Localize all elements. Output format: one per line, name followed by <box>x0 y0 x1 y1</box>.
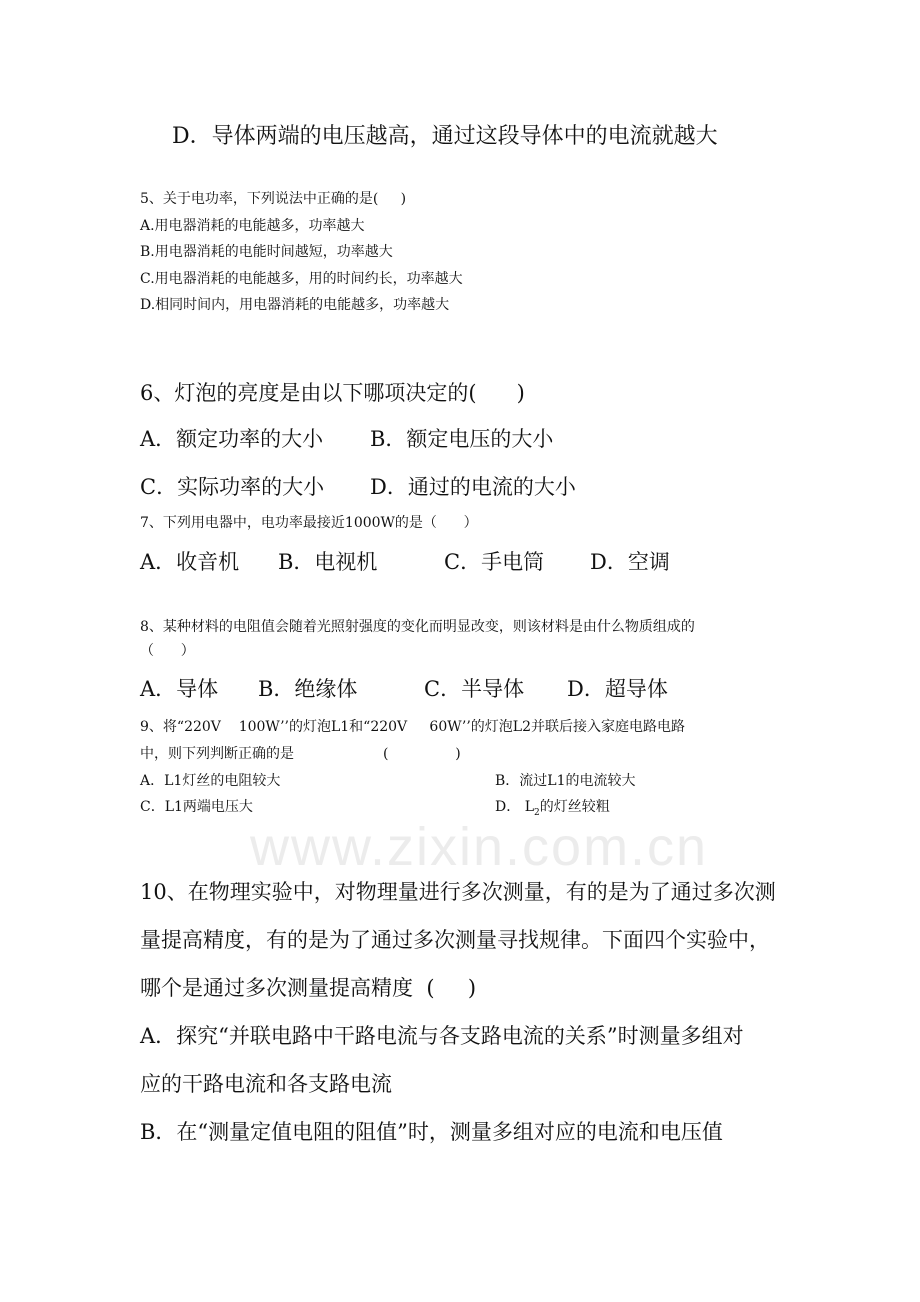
q8-option-c: C．半导体 <box>424 677 525 701</box>
q9-option-b: B．流过L1的电流较大 <box>495 773 636 789</box>
q5-option-c: C.用电器消耗的电能越多，用的时间约长，功率越大 <box>140 271 463 287</box>
q7-option-b: B．电视机 <box>278 550 378 574</box>
q5-option-a: A.用电器消耗的电能越多，功率越大 <box>140 218 365 234</box>
q8-option-d: D．超导体 <box>567 677 668 701</box>
q8-option-b: B．绝缘体 <box>258 677 358 701</box>
q7-option-a: A．收音机 <box>140 550 240 574</box>
q8-stem: 8、某种材料的电阻值会随着光照射强度的变化而明显改变，则该材料是由什么物质组成的 <box>140 619 695 635</box>
q8-paren: （ ） <box>140 643 195 659</box>
q5-option-d: D.相同时间内，用电器消耗的电能越多，功率越大 <box>140 297 450 313</box>
q9-stem-line2: 中，则下列判断正确的是 ( ) <box>140 746 461 762</box>
q9-option-a: A．L1灯丝的电阻较大 <box>140 773 281 789</box>
q9-option-c: C．L1两端电压大 <box>140 799 253 815</box>
q6-option-a: A．额定功率的大小 <box>140 427 324 451</box>
q5-option-b: B.用电器消耗的电能时间越短，功率越大 <box>140 244 393 260</box>
q10-option-a-line1: A．探究“并联电路中干路电流与各支路电流的关系”时测量多组对 <box>140 1024 744 1048</box>
q10-line2: 量提高精度，有的是为了通过多次测量寻找规律。下面四个实验中， <box>140 928 770 952</box>
q10-option-b: B．在“测量定值电阻的阻值”时，测量多组对应的电流和电压值 <box>140 1120 723 1144</box>
q7-option-d: D．空调 <box>590 550 670 574</box>
q9-d-sub: 2 <box>533 807 540 818</box>
watermark: www.zixin.com.cn <box>250 817 709 877</box>
q6-option-d: D．通过的电流的大小 <box>370 475 576 499</box>
q4-option-d: D．导体两端的电压越高，通过这段导体中的电流就越大 <box>172 124 718 149</box>
q6-stem: 6、灯泡的亮度是由以下哪项决定的( ) <box>140 381 525 405</box>
q9-d-l: L <box>524 799 534 815</box>
q9-stem-line1: 9、将“220V 100W’’的灯泡L1和“220V 60W’’的灯泡L2并联后接入家庭电路电路 <box>140 719 685 735</box>
q9-d-rest: 的灯丝较粗 <box>539 799 610 815</box>
q9-d-prefix: D． <box>495 799 521 815</box>
q8-option-a: A．导体 <box>140 677 219 701</box>
q10-line1: 10、在物理实验中，对物理量进行多次测量，有的是为了通过多次测 <box>140 880 776 904</box>
q5-stem: 5、关于电功率，下列说法中正确的是( ) <box>140 191 407 207</box>
q7-stem: 7、下列用电器中，电功率最接近1000W的是（ ） <box>140 515 478 531</box>
q10-line3: 哪个是通过多次测量提高精度 ( ) <box>140 976 477 1000</box>
q6-option-c: C．实际功率的大小 <box>140 475 325 499</box>
q6-option-b: B．额定电压的大小 <box>370 427 554 451</box>
q10-option-a-line2: 应的干路电流和各支路电流 <box>140 1072 392 1096</box>
q9-option-d <box>495 800 610 818</box>
q7-option-c: C．手电筒 <box>444 550 545 574</box>
